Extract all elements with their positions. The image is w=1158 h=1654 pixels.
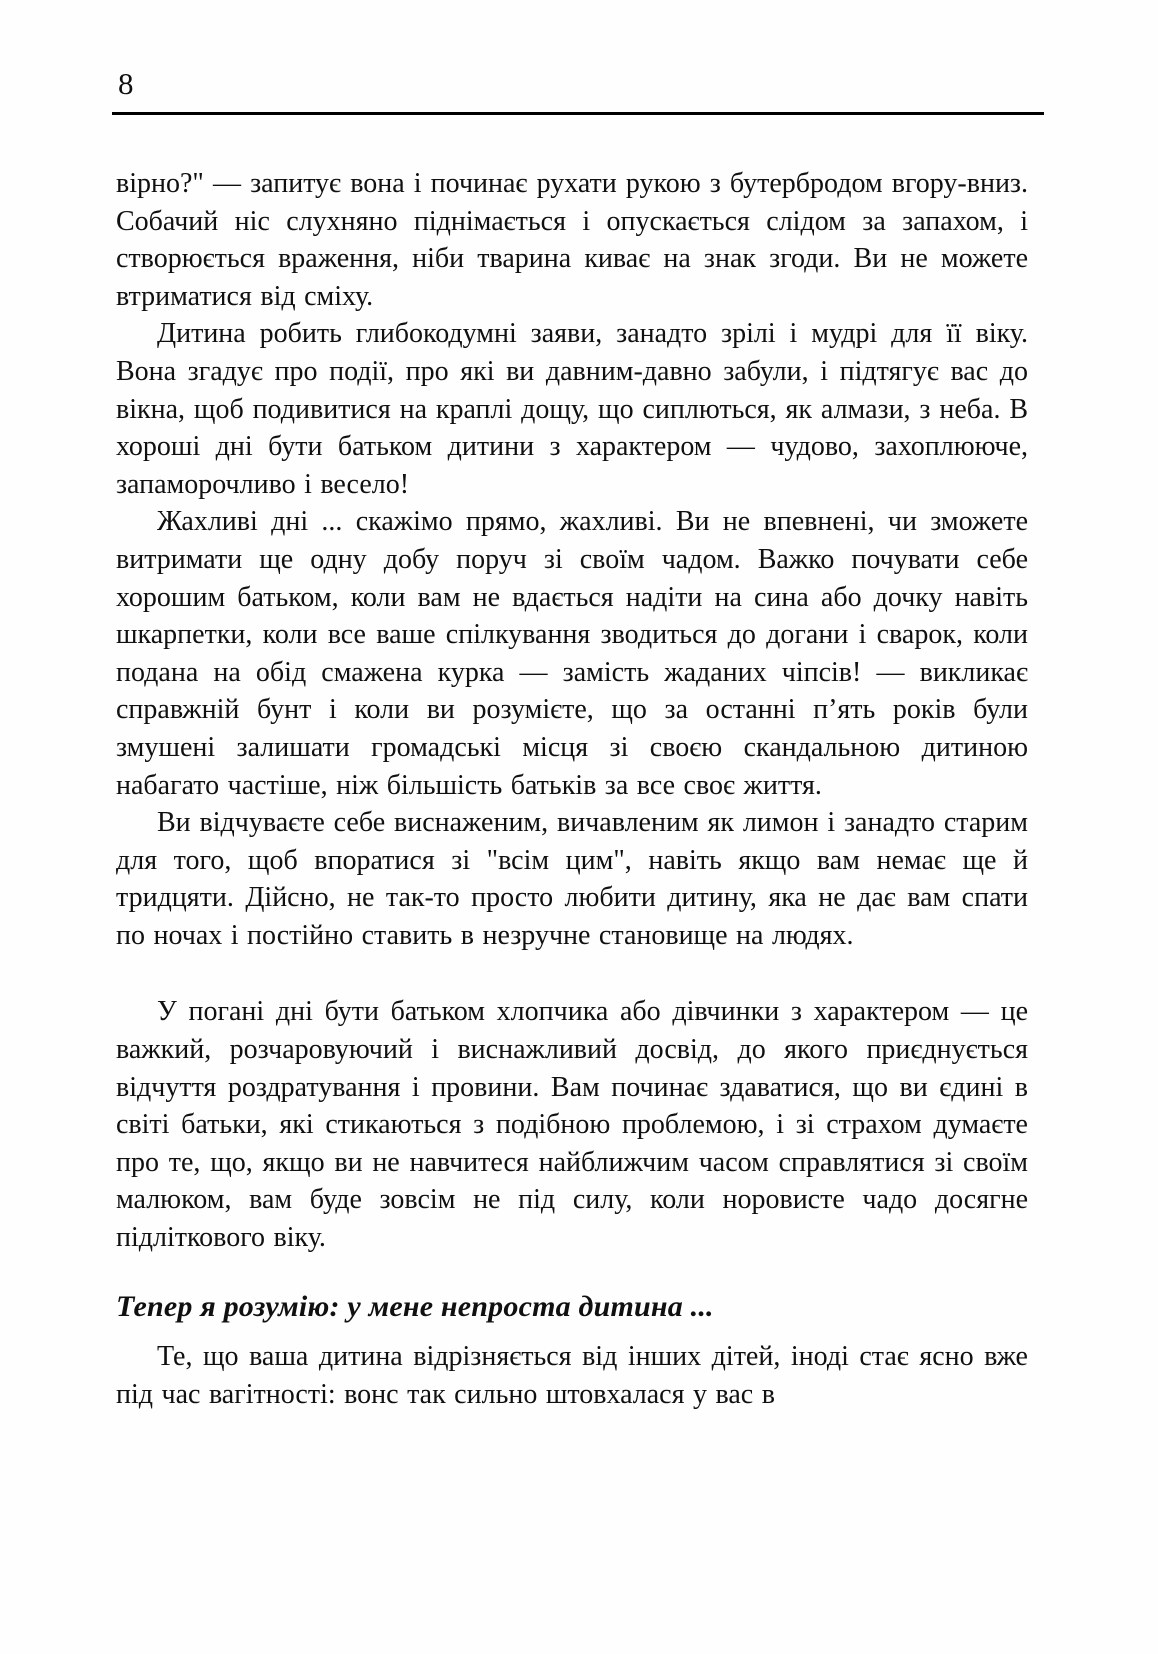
paragraph: вірно?" — запитує вона і починає рухати рукою з бутербродом вгору-вниз. Собачий ніс слухняно піднімається і опускається слідом за запахом, і створюється враження, ніби тварина киває на знак згоди. Ви не можете втриматися від сміху.	[116, 168, 1028, 312]
paragraph: Те, що ваша дитина відрізняється від інших дітей, іноді стає ясно вже під час вагітності: вонс так сильно штовхалася у вас в	[116, 1341, 1028, 1410]
section-heading: Тепер я розумію: у мене непроста дитина ...	[116, 1289, 714, 1323]
page-number: 8	[118, 66, 134, 101]
page-body	[116, 165, 1028, 1413]
paragraph: Ви відчуваєте себе виснаженим, вичавленим як лимон і занадто старим для того, щоб впоратися зі "всім цим", навіть якщо вам немає ще й тридцяти. Дійсно, не так-то просто любити дитину, яка не дає вам спати по ночах і постійно ставить в незручне становище на людях.	[116, 807, 1028, 951]
paragraph: У погані дні бути батьком хлопчика або дівчинки з характером — це важкий, розчаровуючий і виснажливий досвід, до якого приєднується відчуття роздратування і провини. Вам починає здаватися, що ви єдині в світі батьки, які стикаються з подібною проблемою, і зі страхом думаєте про те, що, якщо ви не навчитеся найближчим часом справлятися зі своїм малюком, вам буде зовсім не під силу, коли норовисте чадо досягне підліткового віку.	[116, 996, 1028, 1254]
page-header	[116, 68, 1028, 115]
header-rule	[112, 112, 1044, 115]
paragraph: Жахливі дні ... скажімо прямо, жахливі. Ви не впевнені, чи зможете витримати ще одну добу поруч зі своїм чадом. Важко почувати себе хорошим батьком, коли вам не вдається надіти на сина або дочку навіть шкарпетки, коли все ваше спілкування зводиться до догани і сварок, коли подана на обід смажена курка — замість жаданих чіпсів! — викликає справжній бунт і коли ви розумієте, що за останні п’ять років були змушені залишати громадські місця зі своєю скандальною дитиною набагато частіше, ніж більшість батьків за все своє життя.	[116, 506, 1028, 801]
paragraph: Дитина робить глибокодумні заяви, занадто зрілі і мудрі для її віку. Вона згадує про події, про які ви давним-давно забули, і підтягує вас до вікна, щоб подивитися на краплі дощу, що сиплються, як алмази, з неба. В хороші дні бути батьком дитини з характером — чудово, захоплююче, запаморочливо і весело!	[116, 318, 1028, 500]
